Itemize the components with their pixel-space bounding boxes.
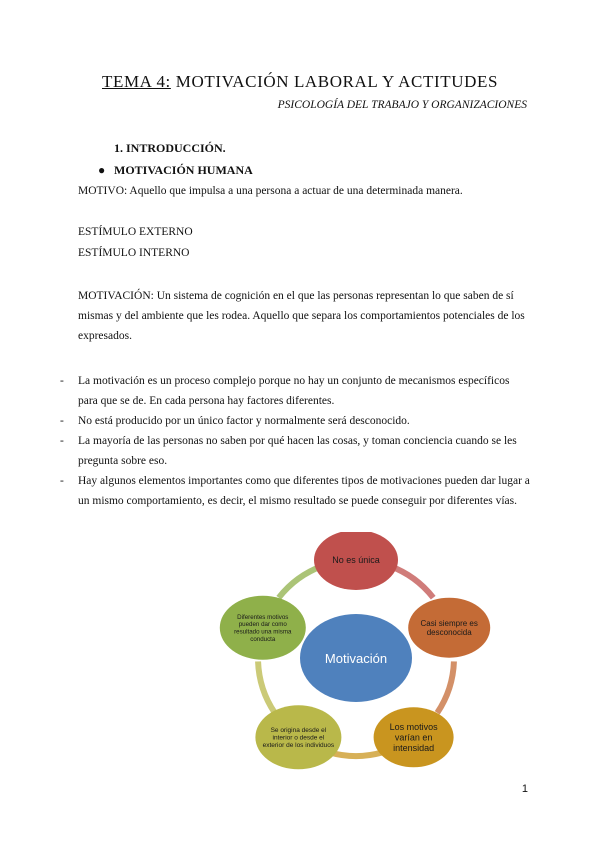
list-item	[60, 471, 530, 511]
cycle-node-label: Los motivos	[389, 721, 438, 732]
cycle-node-label: varían en	[394, 732, 433, 743]
center-label: Motivación	[324, 651, 388, 666]
cycle-arc	[258, 661, 275, 712]
title-lead: TEMA 4:	[101, 72, 171, 91]
motivo-paragraph: MOTIVO: Aquello que impulsa a una persona a actuar de una determinada manera.	[78, 185, 463, 197]
dash-marker: -	[60, 475, 64, 487]
estimulo-externo-line: ESTÍMULO EXTERNO	[78, 226, 193, 238]
dash-marker: -	[60, 375, 64, 387]
list-item	[60, 431, 530, 471]
cycle-node-label: resultado una misma	[234, 628, 292, 636]
bullet-list	[60, 371, 530, 511]
cycle-node-label: intensidad	[393, 743, 435, 754]
bullet-dot-icon: ●	[98, 163, 106, 177]
motivation-cycle-diagram	[186, 532, 526, 776]
dash-marker: -	[60, 435, 64, 447]
motivacion-paragraph: MOTIVACIÓN: Un sistema de cognición en el que las personas representan lo que saben de sí mismas y del ambiente que les rodea. Aquello que separa los comportamientos potenciales de los expresados.	[78, 290, 525, 342]
cycle-arc	[437, 661, 454, 712]
list-item	[60, 371, 530, 411]
title-rest: MOTIVACIÓN LABORAL Y ACTITUDES	[170, 72, 499, 91]
cycle-node-label: interior o desde el	[272, 734, 325, 742]
cycle-node-label: Se origina desde el	[270, 726, 327, 734]
subsection-heading	[98, 163, 253, 178]
page-number: 1	[521, 783, 528, 795]
cycle-node-label: conducta	[250, 635, 276, 643]
cycle-arc	[390, 566, 434, 598]
cycle-node-label: No es única	[332, 555, 380, 566]
cycle-node-label: Diferentes motivos	[237, 613, 289, 621]
cycle-arc	[329, 752, 383, 756]
cycle-node-label: Casi siempre es	[420, 618, 478, 628]
list-item-text: No está producido por un único factor y normalmente será desconocido.	[78, 415, 410, 427]
subsection-label: MOTIVACIÓN HUMANA	[114, 163, 253, 177]
cycle-node-label: pueden dar como	[238, 621, 287, 629]
cycle-node-label: desconocida	[426, 628, 472, 638]
section-heading: 1. INTRODUCCIÓN.	[114, 141, 226, 155]
list-item-text: Hay algunos elementos importantes como que diferentes tipos de motivaciones pueden dar lugar a un mismo comportamiento, es decir, el mismo resultado se puede conseguir por diferentes vías.	[78, 475, 530, 507]
list-item-text: La motivación es un proceso complejo porque no hay un conjunto de mecanismos específicos para que se de. En cada persona hay factores diferentes.	[78, 375, 510, 407]
list-item	[60, 411, 530, 431]
estimulo-interno-line: ESTÍMULO INTERNO	[78, 247, 190, 259]
document-title	[0, 72, 600, 92]
document-subtitle: PSICOLOGÍA DEL TRABAJO Y ORGANIZACIONES	[277, 99, 527, 111]
cycle-arc	[279, 566, 323, 598]
center-node	[300, 614, 412, 702]
dash-marker: -	[60, 415, 64, 427]
cycle-node-label: exterior de los individuos	[262, 742, 335, 750]
list-item-text: La mayoría de las personas no saben por qué hacen las cosas, y toman conciencia cuando se les pregunta sobre eso.	[78, 435, 517, 467]
